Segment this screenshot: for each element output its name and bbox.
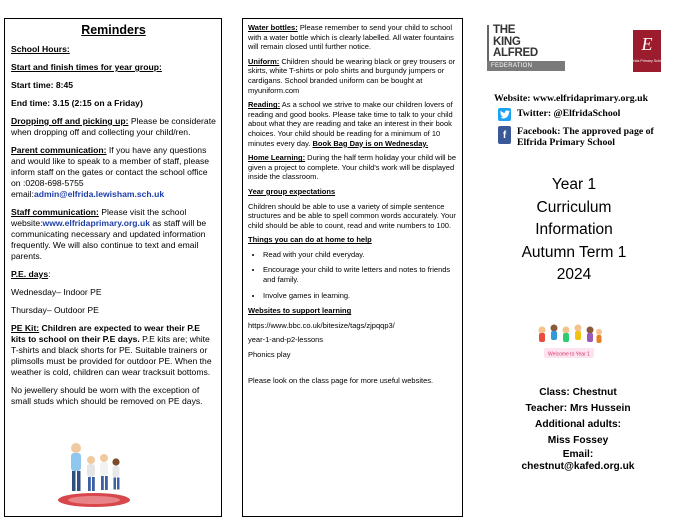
pe-days-heading bbox=[11, 269, 216, 280]
pe-kit-bold-text: Children are expected to wear their P.E kits to school on their P.E days. bbox=[11, 323, 200, 344]
logo-line-2: KING bbox=[493, 35, 521, 48]
crest-text: Elfrida Primary School bbox=[629, 59, 665, 63]
reading-text: As a school we strive to make our children lovers of reading and good books. Please take time to talk to your child about what they are reading and take an interest in their book choices. Your child should be reading for a minimum of 10 minutes every day. bbox=[248, 100, 453, 148]
expectations-heading: Year group expectations bbox=[248, 186, 336, 196]
help-item: • Read with your child everyday. bbox=[263, 250, 457, 260]
pe-days-colon: : bbox=[48, 269, 51, 279]
dropping-off-paragraph bbox=[11, 116, 216, 138]
class-page-note: Please look on the class page for more useful websites. bbox=[248, 375, 434, 385]
websites-heading: Websites to support learning bbox=[248, 306, 352, 316]
uniform-paragraph bbox=[248, 57, 457, 95]
pe-illustration bbox=[54, 436, 132, 508]
start-time: Start time: 8:45 bbox=[11, 80, 74, 90]
home-learning-label: Home Learning: bbox=[248, 153, 306, 163]
reading-label: Reading: bbox=[248, 100, 281, 110]
home-learning-paragraph bbox=[248, 153, 457, 182]
cover-term: Autumn Term 1 bbox=[521, 243, 627, 261]
pe-thursday: Thursday– Outdoor PE bbox=[11, 305, 99, 315]
logo-line-1: THE bbox=[493, 24, 516, 36]
logo-federation-bar: FEDERATION bbox=[487, 61, 565, 71]
staff-communication-label: Staff communication: bbox=[11, 207, 99, 217]
start-finish-heading: Start and finish times for year group: bbox=[11, 62, 162, 72]
pe-wednesday: Wednesday– Indoor PE bbox=[11, 287, 102, 297]
jewellery-paragraph: No jewellery should be worn with the exception of small studs which should be removed on PE days. bbox=[11, 385, 203, 406]
staff-communication-paragraph bbox=[11, 207, 216, 262]
parent-communication-paragraph bbox=[11, 145, 216, 200]
twitter-row[interactable] bbox=[498, 108, 620, 121]
cover-year: Year 1 bbox=[551, 176, 597, 193]
water-bottles-text: Please remember to send your child to school with a water bottle which is clearly labelled. All water fountains will remain closed until further notice. bbox=[248, 23, 454, 52]
class-info bbox=[498, 385, 658, 472]
parent-communication-label: Parent communication: bbox=[11, 145, 107, 155]
parent-communication-text: If you have any questions and would like to speak to a member of staff, please inform staff on the gates or contact the school office on :0208-698-5755 email: bbox=[11, 145, 210, 199]
end-time: End time: 3.15 (2:15 on a Friday) bbox=[11, 98, 143, 108]
twitter-icon bbox=[498, 108, 511, 121]
help-item: • Encourage your child to write letters and notes to friends and family. bbox=[263, 265, 457, 284]
home-learning-text: During the half term holiday your child will be given a project to complete. Your child's work will be displayed inside the classroom. bbox=[248, 153, 456, 182]
class-email[interactable]: chestnut@kafed.org.uk bbox=[521, 460, 635, 472]
cover-information: Information bbox=[535, 221, 613, 238]
welcome-banner-text: Welcome to Year 1 bbox=[548, 351, 590, 358]
crest-letter: E bbox=[641, 34, 653, 54]
email-label: Email: bbox=[562, 449, 594, 460]
expectations-text: Children should be able to use a variety of simple sentence structures and be able to spell common words accurately. Your child should be able to count, read and write numbers to 100. bbox=[248, 201, 456, 230]
water-bottles-label: Water bottles: bbox=[248, 23, 298, 32]
pe-days-label: P.E. days bbox=[11, 269, 49, 279]
info-panel bbox=[242, 18, 463, 517]
twitter-handle: Twitter: @ElfridaSchool bbox=[517, 108, 621, 119]
water-bottles-paragraph bbox=[248, 23, 457, 52]
additional-adults-label: Additional adults: bbox=[534, 419, 622, 430]
website-phonics-play[interactable]: Phonics play bbox=[248, 350, 291, 360]
uniform-text: Children should be wearing black or grey trousers or skirts, white T-shirts or polo shirts and burgundy jumpers or cardigans. School branded uniform can be bought at myuniform.com bbox=[248, 56, 456, 95]
reading-paragraph bbox=[248, 100, 457, 148]
pe-kit-text: P.E kits are; white T-shirts and black shorts for PE. Suitable trainers or plimsolls must be provided for outdoor PE. When the weather is cold, children can wear tracksuit bottoms. bbox=[11, 334, 212, 377]
cover-title-block bbox=[504, 174, 644, 287]
dropping-off-label: Dropping off and picking up: bbox=[11, 116, 129, 126]
additional-adults: Miss Fossey bbox=[547, 435, 609, 446]
cover-curriculum: Curriculum bbox=[536, 198, 612, 216]
help-item: • Involve games in learning. bbox=[263, 291, 457, 301]
staff-communication-text-1: Please visit the school website: bbox=[11, 207, 187, 228]
teacher-name: Teacher: Mrs Hussein bbox=[525, 403, 631, 414]
pe-kit-paragraph bbox=[11, 323, 216, 378]
king-alfred-federation-logo bbox=[487, 25, 565, 71]
cover-year-number: 2024 bbox=[556, 266, 592, 283]
welcome-year-1-image bbox=[534, 322, 604, 360]
school-hours-heading: School Hours: bbox=[11, 44, 70, 54]
facebook-icon: f bbox=[498, 126, 511, 144]
logo-divider bbox=[487, 25, 489, 61]
facebook-page: Facebook: The approved page of Elfrida Primary School bbox=[517, 126, 654, 148]
logo-wordmark bbox=[493, 25, 538, 60]
book-bag-day: Book Bag Day is on Wednesday. bbox=[312, 138, 429, 148]
school-website[interactable]: Website: www.elfridaprimary.org.uk bbox=[494, 93, 649, 104]
dropping-off-text: Please be considerate when dropping off and collecting your child/ren. bbox=[11, 116, 216, 137]
website-url-2[interactable]: year-1-and-p2-lessons bbox=[248, 335, 324, 345]
school-website-link[interactable]: www.elfridaprimary.org.uk bbox=[42, 218, 150, 228]
logo-line-3: ALFRED bbox=[493, 47, 538, 59]
class-name: Class: Chestnut bbox=[539, 387, 617, 398]
facebook-row[interactable] bbox=[498, 126, 667, 148]
uniform-label: Uniform: bbox=[248, 56, 280, 66]
elfrida-crest-logo bbox=[629, 30, 665, 72]
help-heading: Things you can do at home to help bbox=[248, 235, 372, 245]
office-email-link[interactable]: admin@elfrida.lewisham.sch.uk bbox=[33, 189, 165, 199]
website-url-1[interactable]: https://www.bbc.co.uk/bitesize/tags/zjpqqp3/ bbox=[248, 320, 395, 330]
help-list bbox=[248, 250, 457, 300]
pe-kit-label: PE Kit: bbox=[11, 323, 40, 333]
reminders-title: Reminders bbox=[81, 23, 146, 37]
staff-communication-text-2: as staff will be communicating necessary and updated information frequently. We will also continue to text and email parents. bbox=[11, 218, 207, 261]
